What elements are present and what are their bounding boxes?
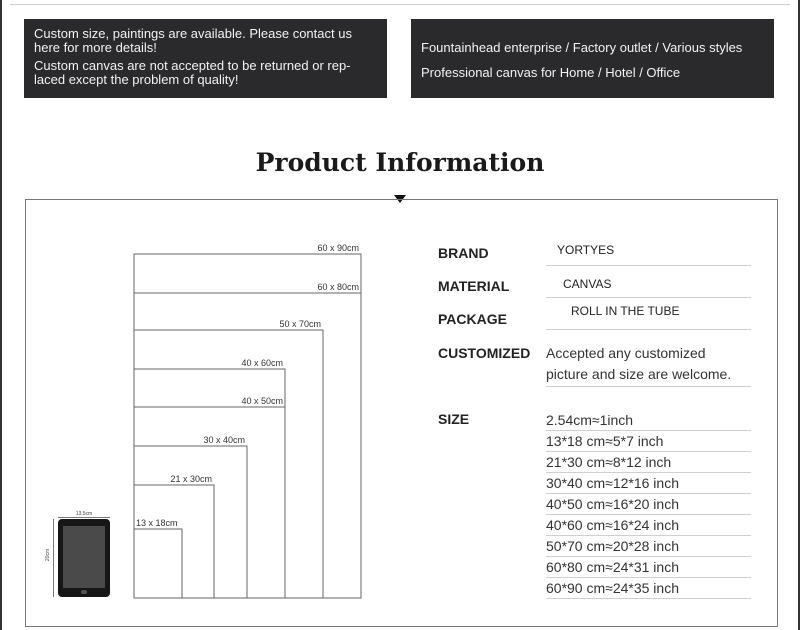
return-policy-note: Custom canvas are not accepted to be returned or rep-laced except the problem of quality! (34, 58, 351, 87)
customized-description (546, 343, 756, 385)
customized-label: CUSTOMIZED (438, 345, 531, 361)
size-frame-label: 50 x 70cm (279, 319, 321, 329)
brand-underline (546, 265, 751, 266)
usage-note: Professional canvas for Home / Hotel / Office (421, 65, 681, 80)
brand-label: BRAND (438, 245, 489, 261)
tablet-icon (58, 519, 110, 597)
customized-underline (546, 386, 751, 387)
size-frame-label: 21 x 30cm (170, 474, 212, 484)
size-row: 50*70 cm≈20*28 inch (546, 536, 751, 557)
size-row: 40*50 cm≈16*20 inch (546, 494, 751, 515)
size-row: 21*30 cm≈8*12 inch (546, 452, 751, 473)
size-row: 30*40 cm≈12*16 inch (546, 473, 751, 494)
section-title: Product Information (255, 148, 545, 177)
material-value: CANVAS (563, 277, 612, 291)
customized-line-2: picture and size are welcome. (546, 366, 732, 382)
customized-line-1: Accepted any customized (546, 345, 706, 361)
size-frame-label: 13 x 18cm (136, 518, 178, 528)
tablet-height-line (53, 519, 54, 597)
size-frame (134, 330, 323, 598)
size-frame-label: 40 x 50cm (241, 396, 283, 406)
material-label: MATERIAL (438, 278, 510, 294)
tablet-height-label: 20cm (45, 548, 52, 562)
tablet-width-label: 13.5cm (75, 511, 93, 517)
size-frame-label: 40 x 60cm (241, 358, 283, 368)
size-row: 60*90 cm≈24*35 inch (546, 578, 751, 599)
package-value: ROLL IN THE TUBE (571, 304, 680, 318)
brand-value: YORTYES (557, 243, 615, 257)
size-frame (134, 529, 182, 598)
size-frame-label: 60 x 90cm (317, 243, 359, 253)
size-label: SIZE (438, 411, 470, 427)
package-label: PACKAGE (438, 311, 507, 327)
size-frame-label: 30 x 40cm (203, 435, 245, 445)
size-frame (134, 485, 214, 598)
size-row: 40*60 cm≈16*24 inch (546, 515, 751, 536)
size-frame-label: 60 x 80cm (317, 282, 359, 292)
tablet-screen (63, 526, 105, 588)
size-row: 13*18 cm≈5*7 inch (546, 431, 751, 452)
size-row: 60*80 cm≈24*31 inch (546, 557, 751, 578)
material-underline (546, 297, 751, 298)
tablet-home-button (81, 590, 87, 594)
enterprise-note: Fountainhead enterprise / Factory outlet / Various styles (421, 40, 743, 55)
tablet-width-line (58, 517, 110, 518)
size-row: 2.54cm≈1inch (546, 410, 751, 431)
custom-size-note: Custom size, paintings are available. Please contact us here for more details! (34, 26, 352, 55)
package-underline (546, 329, 751, 330)
